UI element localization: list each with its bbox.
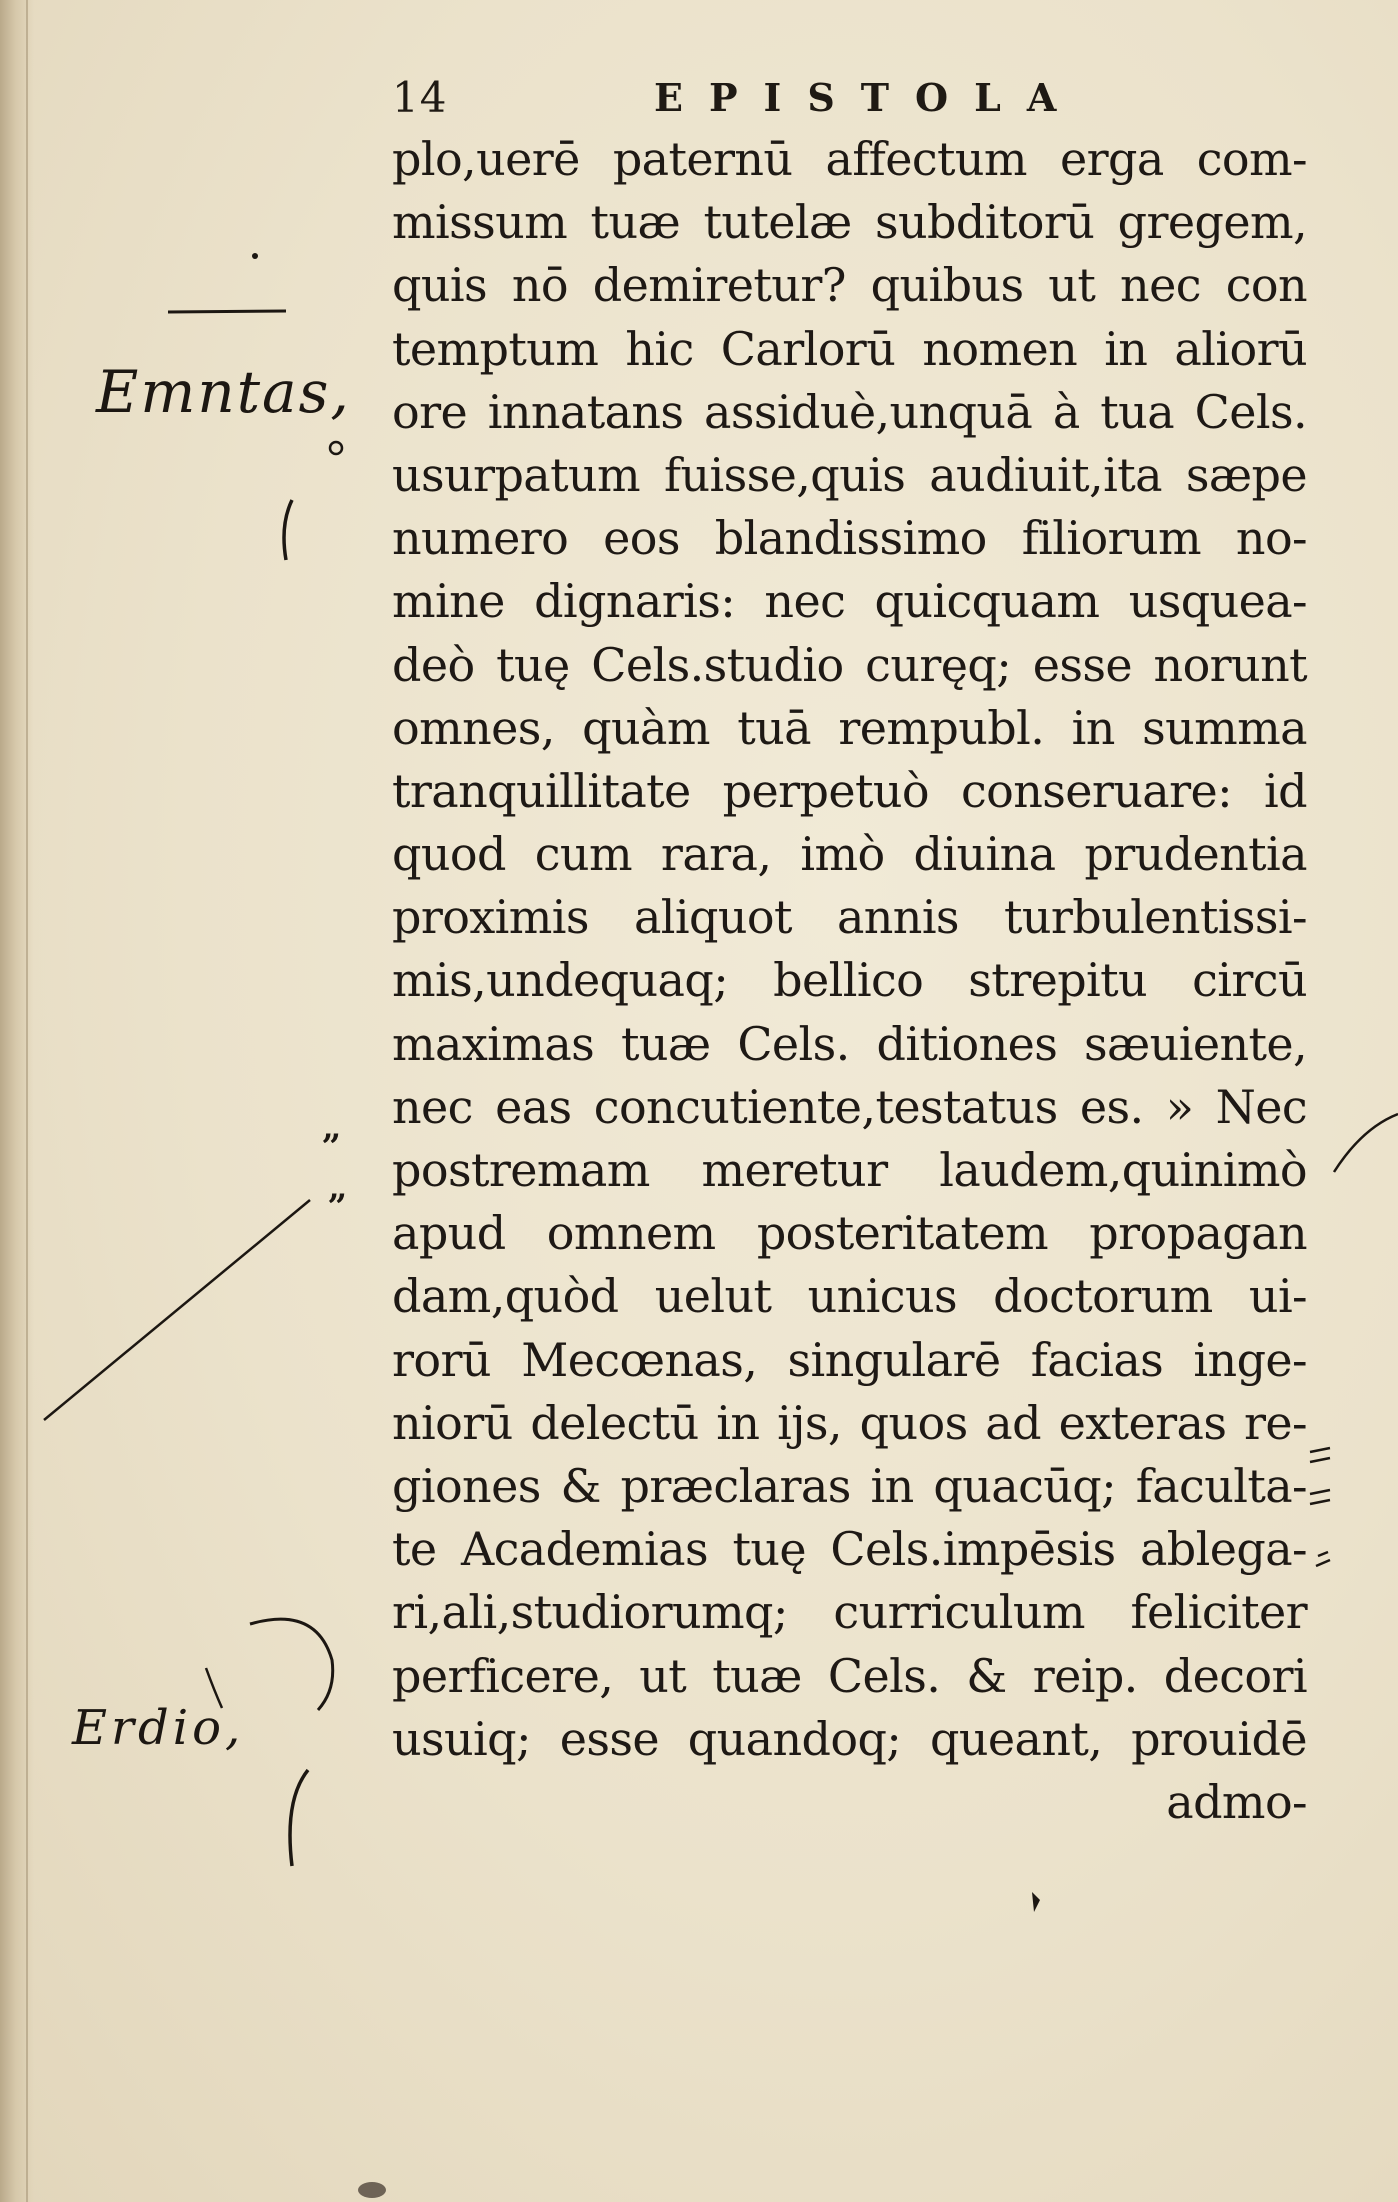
- text-line: te Academias tuę Cels.impēsis ablega-: [392, 1522, 1307, 1577]
- catchword: admo-: [1166, 1774, 1307, 1829]
- pen-dash: [168, 311, 286, 312]
- pen-bracket: [284, 500, 292, 560]
- pen-arc: [250, 1619, 333, 1710]
- edge-mark: [1310, 1490, 1330, 1504]
- running-title: EPISTOLA: [654, 75, 1083, 120]
- text-line: quis nō demiretur? quibus ut nec con: [392, 258, 1307, 313]
- pen-tick: [206, 1668, 222, 1708]
- text-line: mis,undequaq; bellico strepitu circū: [392, 953, 1307, 1008]
- text-line: plo,uerē paternū affectum erga com-: [392, 132, 1307, 186]
- text-line: deò tuę Cels.studio curęq; esse norunt: [392, 637, 1307, 692]
- marginal-note: Erdio,: [72, 1700, 245, 1756]
- text-line: rorū Mecœnas, singularē facias inge-: [392, 1332, 1307, 1387]
- text-line: temptum hic Carlorū nomen in aliorū: [392, 321, 1307, 376]
- ink-speck: [358, 2182, 386, 2198]
- edge-mark: [1316, 1552, 1330, 1566]
- pen-stroke-right: [1334, 1114, 1398, 1172]
- text-line: mine dignaris: nec quicquam usquea-: [392, 574, 1307, 629]
- text-line: perficere, ut tuæ Cels. & reip. decori: [392, 1648, 1307, 1703]
- text-line: apud omnem posteritatem propagan: [392, 1206, 1307, 1261]
- text-line: nec eas concutiente,testatus es. » Nec: [392, 1079, 1307, 1134]
- marginal-quote-mark: „: [322, 1108, 340, 1148]
- text-line: tranquillitate perpetuò conseruare: id: [392, 763, 1307, 818]
- text-line: usuiq; esse quandoq; queant, prouidē: [392, 1711, 1307, 1766]
- page-number: 14: [392, 73, 448, 122]
- edge-mark: [1310, 1448, 1330, 1462]
- text-line: maximas tuæ Cels. ditiones sæuiente,: [392, 1016, 1307, 1071]
- text-line: omnes, quàm tuā rempubl. in summa: [392, 700, 1307, 755]
- text-line: dam,quòd uelut unicus doctorum ui-: [392, 1269, 1307, 1324]
- pen-diagonal-stroke: [44, 1200, 310, 1420]
- marginal-quote-mark: „: [328, 1168, 346, 1208]
- text-line: postremam meretur laudem,quinimò: [392, 1143, 1307, 1197]
- ink-dot: [252, 253, 258, 259]
- text-line: ore innatans assiduè,unquā à tua Cels.: [392, 384, 1307, 439]
- text-line: numero eos blandissimo filiorum no-: [392, 511, 1307, 566]
- pen-bracket: [290, 1770, 308, 1866]
- text-line: proximis aliquot annis turbulentissi-: [392, 890, 1307, 945]
- text-line: giones & præclaras in quacūq; faculta-: [392, 1458, 1307, 1513]
- text-line: missum tuæ tutelæ subditorū gregem,: [392, 195, 1307, 250]
- text-line: ri,ali,studiorumq; curriculum feliciter: [392, 1585, 1307, 1640]
- marginal-note: Emntas,: [96, 358, 351, 426]
- ink-speck: [1032, 1892, 1040, 1912]
- ink-circle-mark: [330, 442, 342, 454]
- text-line: niorū delectū in ijs, quos ad exteras re-: [392, 1395, 1307, 1450]
- text-line: usurpatum fuisse,quis audiuit,ita sæpe: [392, 447, 1307, 502]
- text-line: quod cum rara, imò diuina prudentia: [392, 827, 1307, 882]
